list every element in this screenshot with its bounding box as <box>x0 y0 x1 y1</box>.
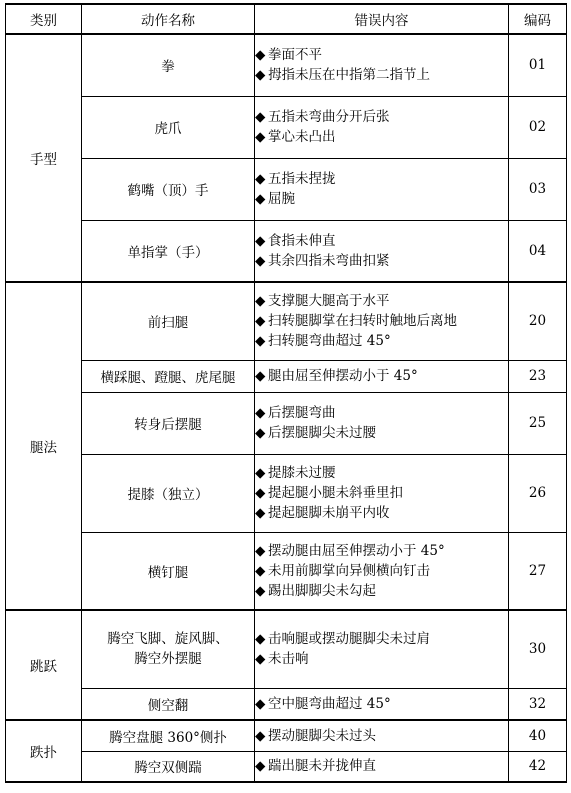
category-cell: 跌扑 <box>6 720 82 782</box>
code-cell: 04 <box>509 220 567 282</box>
action-name-line: 腾空飞脚、旋风脚、 <box>107 631 229 648</box>
diamond-bullet-icon: ◆ <box>255 47 266 64</box>
error-item <box>255 291 508 311</box>
error-item <box>255 649 508 669</box>
error-item <box>255 561 508 581</box>
diamond-bullet-icon: ◆ <box>255 405 266 421</box>
code-cell: 03 <box>509 158 567 220</box>
error-item <box>255 231 508 251</box>
code-cell: 20 <box>509 282 567 360</box>
error-item <box>255 127 508 147</box>
error-text: 腿由屈至伸摆动小于 45° <box>268 368 418 384</box>
error-content-cell <box>255 360 509 392</box>
error-item <box>255 541 508 561</box>
diamond-bullet-icon: ◆ <box>255 562 266 579</box>
code-cell: 42 <box>509 751 567 782</box>
diamond-bullet-icon: ◆ <box>255 191 266 207</box>
table-row <box>6 360 567 392</box>
error-item <box>255 189 508 209</box>
error-text: 摆动腿由屈至伸摆动小于 45° <box>268 542 445 559</box>
diamond-bullet-icon: ◆ <box>255 67 266 84</box>
category-cell: 手型 <box>6 34 82 282</box>
table-row <box>6 688 567 720</box>
category-cell: 跳跃 <box>6 610 82 720</box>
action-name-cell: 横钉腿 <box>82 532 255 610</box>
header-category: 类别 <box>6 4 82 34</box>
error-item <box>255 581 508 601</box>
error-content-cell <box>255 392 509 454</box>
action-name-cell: 横踩腿、蹬腿、虎尾腿 <box>82 360 255 392</box>
error-text: 屈腕 <box>268 191 295 207</box>
action-name-cell: 腾空双侧踹 <box>82 751 255 782</box>
error-content-cell <box>255 532 509 610</box>
diamond-bullet-icon: ◆ <box>255 542 266 559</box>
error-content-cell <box>255 720 509 751</box>
code-cell: 26 <box>509 454 567 532</box>
error-text: 其余四指未弯曲扣紧 <box>268 252 390 269</box>
diamond-bullet-icon: ◆ <box>255 171 266 187</box>
table-row <box>6 751 567 782</box>
diamond-bullet-icon: ◆ <box>255 631 266 648</box>
error-table <box>5 3 567 783</box>
error-item <box>255 169 508 189</box>
header-action-name: 动作名称 <box>82 4 255 34</box>
header-code: 编码 <box>509 4 567 34</box>
diamond-bullet-icon: ◆ <box>255 313 266 330</box>
category-cell: 腿法 <box>6 282 82 610</box>
action-name-cell: 单指掌（手） <box>82 220 255 282</box>
error-item <box>255 463 508 483</box>
error-content-cell <box>255 220 509 282</box>
diamond-bullet-icon: ◆ <box>255 232 266 249</box>
table-row <box>6 34 567 96</box>
error-item <box>255 45 508 65</box>
error-text: 拳面不平 <box>268 47 322 64</box>
diamond-bullet-icon: ◆ <box>255 758 266 775</box>
action-name-cell: 腾空盘腿 360°侧扑 <box>82 720 255 751</box>
error-text: 提起腿小腿未斜垂里扣 <box>268 485 403 501</box>
error-text: 提起腿脚未崩平内收 <box>268 505 390 521</box>
action-name-cell: 提膝（独立） <box>82 454 255 532</box>
error-item <box>255 331 508 351</box>
diamond-bullet-icon: ◆ <box>255 109 266 125</box>
action-name-cell <box>82 610 255 688</box>
error-text: 摆动腿脚尖未过头 <box>268 727 376 744</box>
error-text: 未击响 <box>268 651 309 668</box>
table-row <box>6 282 567 360</box>
error-text: 提膝未过腰 <box>268 465 336 481</box>
diamond-bullet-icon: ◆ <box>255 695 266 712</box>
error-item <box>255 423 508 443</box>
error-item <box>255 311 508 331</box>
error-text: 后摆腿弯曲 <box>268 405 336 421</box>
error-item <box>255 503 508 523</box>
error-content-cell <box>255 96 509 158</box>
error-text: 支撑腿大腿高于水平 <box>268 293 390 310</box>
error-content-cell <box>255 454 509 532</box>
error-item <box>255 694 508 714</box>
error-text: 食指未伸直 <box>268 232 336 249</box>
action-name-cell: 拳 <box>82 34 255 96</box>
action-name-cell: 转身后摆腿 <box>82 392 255 454</box>
error-content-cell <box>255 688 509 720</box>
error-text: 五指未弯曲分开后张 <box>268 109 390 125</box>
error-item <box>255 65 508 85</box>
code-cell: 23 <box>509 360 567 392</box>
action-name-cell: 鹤嘴（顶）手 <box>82 158 255 220</box>
action-name-cell: 虎爪 <box>82 96 255 158</box>
table-row <box>6 610 567 688</box>
diamond-bullet-icon: ◆ <box>255 727 266 744</box>
code-cell: 40 <box>509 720 567 751</box>
diamond-bullet-icon: ◆ <box>255 485 266 501</box>
action-name-cell: 侧空翻 <box>82 688 255 720</box>
error-content-cell <box>255 158 509 220</box>
error-text: 掌心未凸出 <box>268 129 336 145</box>
error-text: 踹出腿未并拢伸直 <box>268 758 376 775</box>
error-item <box>255 366 508 386</box>
diamond-bullet-icon: ◆ <box>255 465 266 481</box>
code-cell: 32 <box>509 688 567 720</box>
table-row <box>6 158 567 220</box>
error-text: 后摆腿脚尖未过腰 <box>268 425 376 441</box>
error-item <box>255 251 508 271</box>
diamond-bullet-icon: ◆ <box>255 651 266 668</box>
header-error-content: 错误内容 <box>255 4 509 34</box>
action-name-cell: 前扫腿 <box>82 282 255 360</box>
error-content-cell <box>255 34 509 96</box>
diamond-bullet-icon: ◆ <box>255 582 266 599</box>
error-item <box>255 756 508 776</box>
error-text: 未用前脚掌向异侧横向钉击 <box>268 562 430 579</box>
diamond-bullet-icon: ◆ <box>255 425 266 441</box>
error-item <box>255 107 508 127</box>
error-text: 空中腿弯曲超过 45° <box>268 695 391 712</box>
error-text: 踢出脚脚尖未勾起 <box>268 582 376 599</box>
table-row <box>6 220 567 282</box>
table-body <box>6 34 567 782</box>
table-row <box>6 96 567 158</box>
diamond-bullet-icon: ◆ <box>255 252 266 269</box>
diamond-bullet-icon: ◆ <box>255 368 266 384</box>
error-item <box>255 483 508 503</box>
error-content-cell <box>255 282 509 360</box>
table-row <box>6 392 567 454</box>
error-item <box>255 726 508 746</box>
table-row <box>6 532 567 610</box>
error-text: 五指未捏拢 <box>268 171 336 187</box>
code-cell: 01 <box>509 34 567 96</box>
code-cell: 25 <box>509 392 567 454</box>
error-content-cell <box>255 751 509 782</box>
error-content-cell <box>255 610 509 688</box>
diamond-bullet-icon: ◆ <box>255 293 266 310</box>
error-text: 拇指未压在中指第二指节上 <box>268 67 430 84</box>
error-text: 扫转腿弯曲超过 45° <box>268 333 391 350</box>
diamond-bullet-icon: ◆ <box>255 129 266 145</box>
table-row <box>6 720 567 751</box>
error-text: 扫转腿脚掌在扫转时触地后离地 <box>268 313 457 330</box>
table-row <box>6 454 567 532</box>
header-row <box>6 4 567 34</box>
diamond-bullet-icon: ◆ <box>255 505 266 521</box>
error-item <box>255 403 508 423</box>
action-name-line: 腾空外摆腿 <box>134 651 202 668</box>
code-cell: 02 <box>509 96 567 158</box>
code-cell: 30 <box>509 610 567 688</box>
code-cell: 27 <box>509 532 567 610</box>
error-item <box>255 629 508 649</box>
diamond-bullet-icon: ◆ <box>255 333 266 350</box>
error-text: 击响腿或摆动腿脚尖未过肩 <box>268 631 430 648</box>
